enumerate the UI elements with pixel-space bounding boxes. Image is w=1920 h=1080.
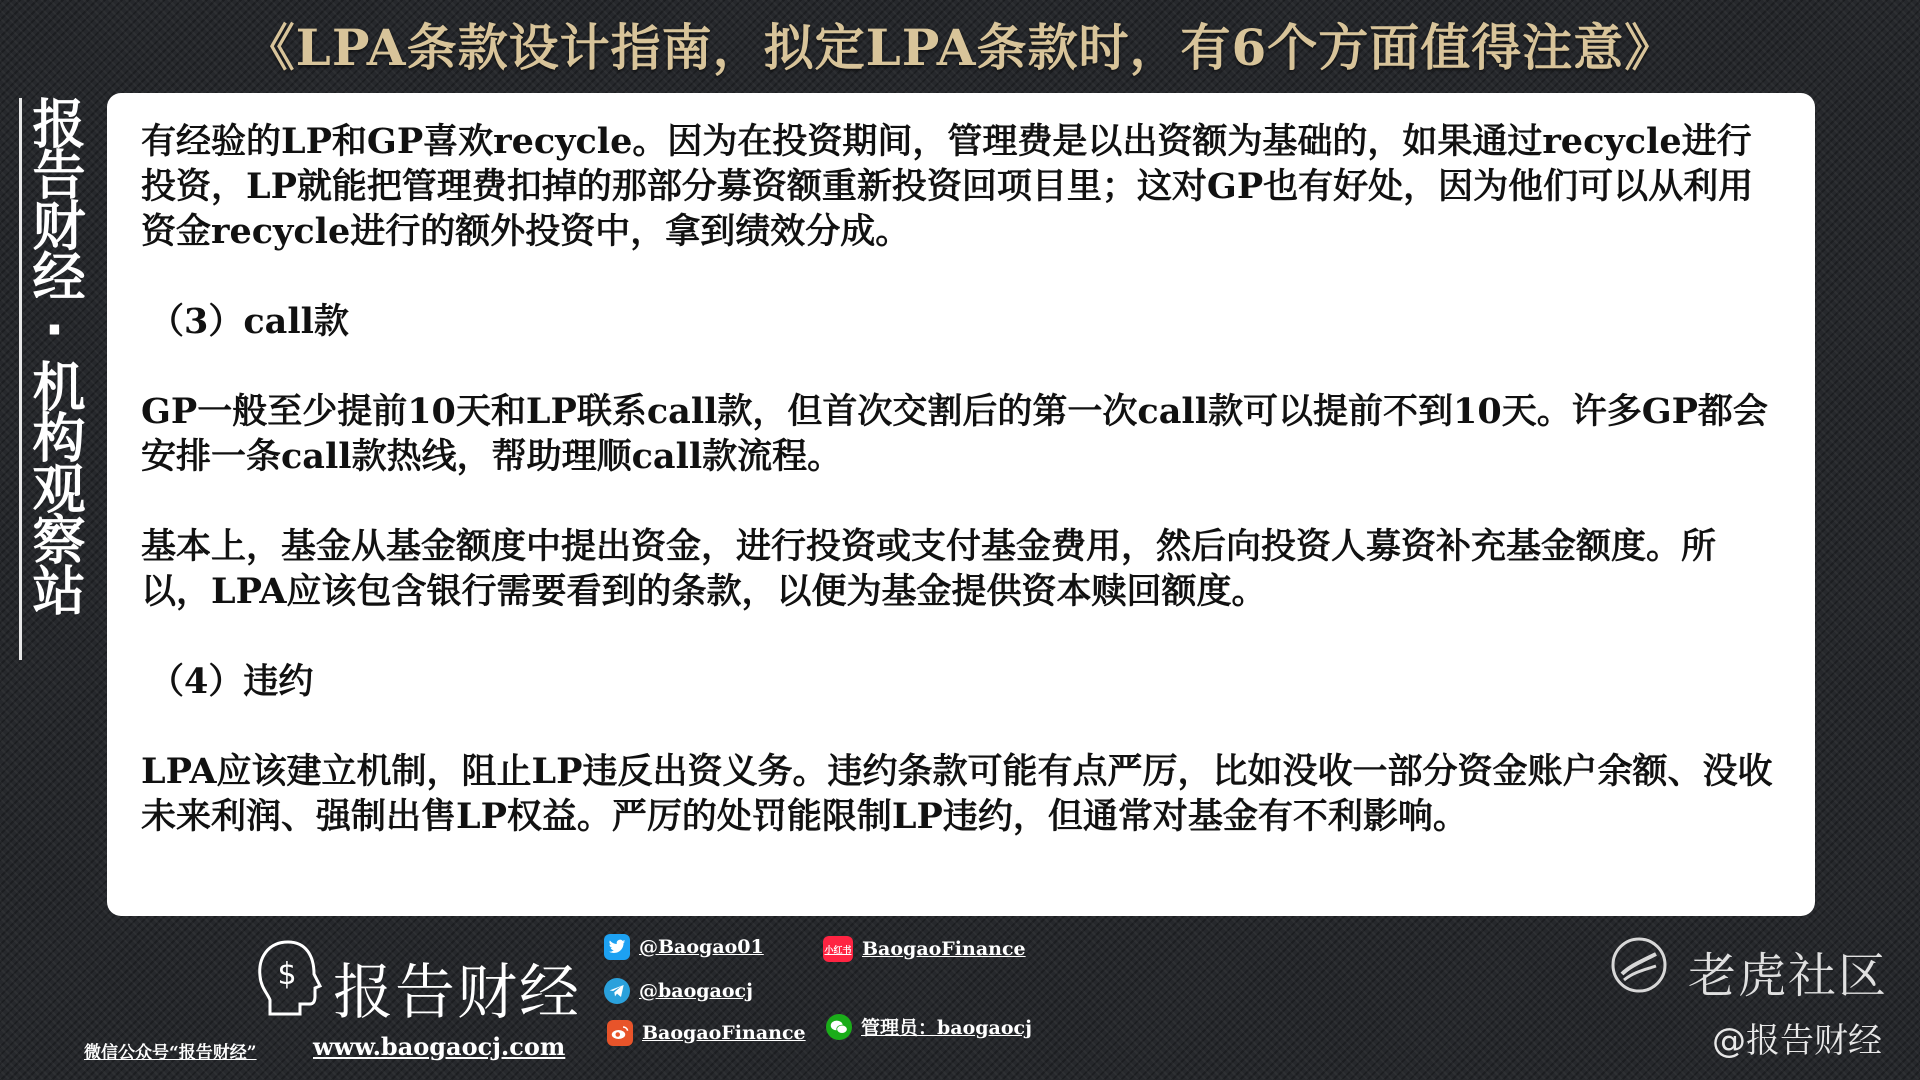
svg-text:$: $ bbox=[277, 957, 297, 992]
section-heading-call: （3）call款 bbox=[149, 301, 349, 342]
weibo-icon bbox=[607, 1020, 633, 1046]
twitter-icon bbox=[604, 934, 630, 960]
page-title: 《LPA条款设计指南，拟定LPA条款时，有6个方面值得注意》 bbox=[244, 18, 1676, 77]
telegram-icon bbox=[604, 978, 630, 1004]
weibo-handle[interactable]: BaogaoFinance bbox=[607, 1020, 806, 1046]
paragraph-recycle: 有经验的LP和GP喜欢recycle。因为在投资期间，管理费是以出资额为基础的，如果通过recycle进行投资，LP就能把管理费扣掉的那部分募资额重新投资回项目里；这对GP也有好处，因为他们可以从利用资金recycle进行的额外投资中，拿到绩效分成。 bbox=[141, 121, 1754, 252]
content-card bbox=[107, 93, 1815, 916]
brand-head-icon bbox=[252, 938, 324, 1018]
wechat-icon bbox=[826, 1014, 852, 1040]
telegram-handle[interactable]: @baogaocj bbox=[604, 978, 753, 1004]
section-heading-default: （4）违约 bbox=[149, 661, 314, 702]
author-handle: @报告财经 bbox=[1712, 1021, 1882, 1061]
tiger-community-text: 老虎社区 bbox=[1688, 948, 1889, 1004]
website-link[interactable]: www.baogaocj.com bbox=[313, 1032, 566, 1061]
paragraph-call-notice: GP一般至少提前10天和LP联系call款，但首次交割后的第一次call款可以提前不到10天。许多GP都会安排一条call款热线，帮助理顺call款流程。 bbox=[141, 391, 1768, 477]
side-label: 报告财经·机构观察站 bbox=[24, 96, 85, 614]
xiaohongshu-handle[interactable]: 小红书 BaogaoFinance bbox=[824, 938, 1026, 960]
side-divider bbox=[19, 98, 22, 660]
paragraph-default: LPA应该建立机制，阻止LP违反出资义务。违约条款可能有点严厉，比如没收一部分资金账户余额、没收未来利润、强制出售LP权益。严厉的处罚能限制LP违约，但通常对基金有不利影响。 bbox=[141, 751, 1773, 837]
brand-logo-text: 报告财经 bbox=[333, 958, 581, 1028]
tiger-community-icon bbox=[1610, 936, 1668, 994]
xiaohongshu-icon: 小红书 bbox=[823, 936, 853, 962]
wechat-admin-contact[interactable]: 管理员：baogaocj bbox=[826, 1013, 1032, 1040]
wechat-account-label: 微信公众号“报告财经” bbox=[84, 1043, 257, 1063]
twitter-handle[interactable]: @Baogao01 bbox=[604, 934, 764, 960]
paragraph-credit-line: 基本上，基金从基金额度中提出资金，进行投资或支付基金费用，然后向投资人募资补充基金额度。所以，LPA应该包含银行需要看到的条款，以便为基金提供资本赎回额度。 bbox=[141, 526, 1717, 612]
